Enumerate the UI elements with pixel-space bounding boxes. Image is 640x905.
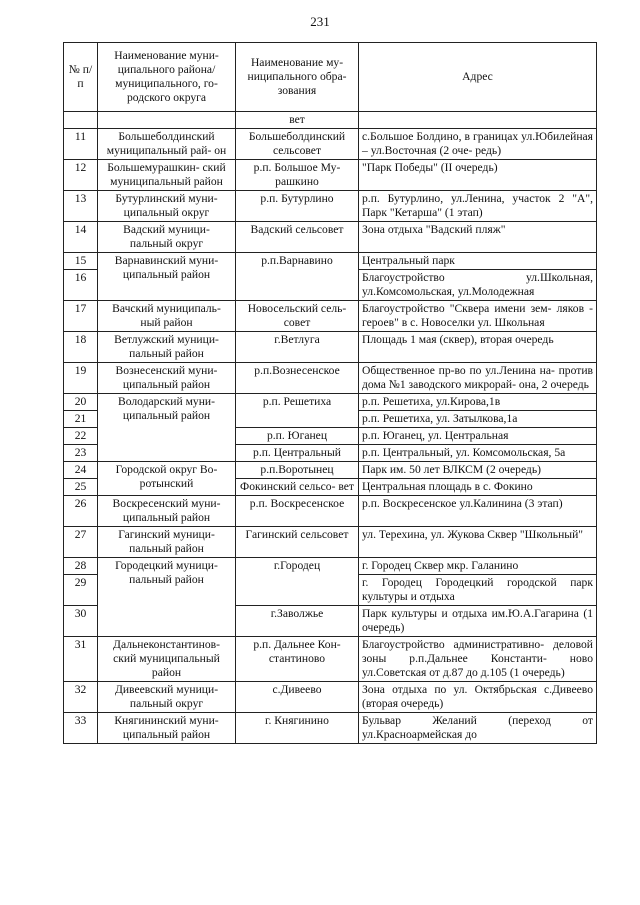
row-number: 20 bbox=[64, 394, 98, 411]
table-header-row bbox=[64, 43, 597, 112]
address: Площадь 1 мая (сквер), вторая очередь bbox=[359, 332, 597, 363]
row-number: 15 bbox=[64, 253, 98, 270]
row-number: 28 bbox=[64, 558, 98, 575]
address: Общественное пр-во по ул.Ленина на- против дома №1 заводского микрорай- она, 2 очередь bbox=[359, 363, 597, 394]
municipality-name: р.п. Юганец bbox=[236, 428, 359, 445]
row-number: 14 bbox=[64, 222, 98, 253]
municipality-name: Большеболдинский сельсовет bbox=[236, 129, 359, 160]
municipality-name: р.п. Бутурлино bbox=[236, 191, 359, 222]
header-district: Наименование муни- ципального района/ муниципального, го- родского округа bbox=[98, 43, 236, 112]
district-name: Ветлужский муници- пальный район bbox=[98, 332, 236, 363]
row-number: 24 bbox=[64, 462, 98, 479]
continuation-row bbox=[64, 112, 597, 129]
row-number: 32 bbox=[64, 682, 98, 713]
district-name: Вознесенский муни- ципальный район bbox=[98, 363, 236, 394]
address: г. Городец Городецкий городской парк культуры и отдыха bbox=[359, 575, 597, 606]
district-name: Варнавинский муни- ципальный район bbox=[98, 253, 236, 301]
row-number: 21 bbox=[64, 411, 98, 428]
district-name: Дивеевский муници- пальный округ bbox=[98, 682, 236, 713]
district-name: Городской округ Во- ротынский bbox=[98, 462, 236, 496]
address: Бульвар Желаний (переход от ул.Красноармейская до bbox=[359, 713, 597, 744]
district-name: Володарский муни- ципальный район bbox=[98, 394, 236, 462]
address: ул. Терехина, ул. Жукова Сквер "Школьный" bbox=[359, 527, 597, 558]
row-number: 16 bbox=[64, 270, 98, 301]
municipality-name: Фокинский сельсо- вет bbox=[236, 479, 359, 496]
municipality-name: р.п.Вознесенское bbox=[236, 363, 359, 394]
address: Центральная площадь в с. Фокино bbox=[359, 479, 597, 496]
district-name: Городецкий муници- пальный район bbox=[98, 558, 236, 637]
header-num: № п/п bbox=[64, 43, 98, 112]
address: Благоустройство административно- деловой зоны р.п.Дальнее Константи- ново ул.Советская от д.87 до д.105 (1 очередь) bbox=[359, 637, 597, 682]
address: Благоустройство "Сквера имени зем- ляков - героев" в с. Новоселки ул. Школьная bbox=[359, 301, 597, 332]
district-name: Большемурашкин- ский муниципальный район bbox=[98, 160, 236, 191]
address: с.Большое Болдино, в границах ул.Юбилейная – ул.Восточная (2 оче- редь) bbox=[359, 129, 597, 160]
table-row bbox=[64, 129, 597, 160]
address: г. Городец Сквер мкр. Галанино bbox=[359, 558, 597, 575]
row-number: 31 bbox=[64, 637, 98, 682]
row-number: 11 bbox=[64, 129, 98, 160]
table-row bbox=[64, 527, 597, 558]
municipality-name: г.Заволжье bbox=[236, 606, 359, 637]
table-row bbox=[64, 253, 597, 270]
table-row bbox=[64, 713, 597, 744]
row-number: 27 bbox=[64, 527, 98, 558]
municipal-table bbox=[63, 42, 597, 744]
address: Парк культуры и отдыха им.Ю.А.Гагарина (1 очередь) bbox=[359, 606, 597, 637]
row-number: 29 bbox=[64, 575, 98, 606]
table-row bbox=[64, 462, 597, 479]
district-name: Бутурлинский муни- ципальный округ bbox=[98, 191, 236, 222]
municipality-name: г.Городец bbox=[236, 558, 359, 606]
address: "Парк Победы" (II очередь) bbox=[359, 160, 597, 191]
page-number: 231 bbox=[310, 14, 330, 29]
district-name: Гагинский муници- пальный район bbox=[98, 527, 236, 558]
municipality-name: Гагинский сельсовет bbox=[236, 527, 359, 558]
table-row bbox=[64, 558, 597, 575]
table-row bbox=[64, 191, 597, 222]
district-name: Большеболдинский муниципальный рай- он bbox=[98, 129, 236, 160]
table-row bbox=[64, 496, 597, 527]
table-row bbox=[64, 637, 597, 682]
municipality-name: р.п. Большое Му- рашкино bbox=[236, 160, 359, 191]
municipality-name: с.Дивеево bbox=[236, 682, 359, 713]
address: р.п. Бутурлино, ул.Ленина, участок 2 "А", Парк "Кетарша" (1 этап) bbox=[359, 191, 597, 222]
row-number: 23 bbox=[64, 445, 98, 462]
municipality-name: р.п. Центральный bbox=[236, 445, 359, 462]
district-name: Дальнеконстантинов- ский муниципальный район bbox=[98, 637, 236, 682]
row-number: 18 bbox=[64, 332, 98, 363]
address: Парк им. 50 лет ВЛКСМ (2 очередь) bbox=[359, 462, 597, 479]
table-row bbox=[64, 301, 597, 332]
district-name: Княгининский муни- ципальный район bbox=[98, 713, 236, 744]
address: Благоустройство ул.Школьная, ул.Комсомольская, ул.Молодежная bbox=[359, 270, 597, 301]
table-row bbox=[64, 160, 597, 191]
address: р.п. Решетиха, ул. Затылкова,1а bbox=[359, 411, 597, 428]
table-row bbox=[64, 363, 597, 394]
municipality-name: р.п.Воротынец bbox=[236, 462, 359, 479]
row-number: 13 bbox=[64, 191, 98, 222]
header-address: Адрес bbox=[359, 43, 597, 112]
row-number: 12 bbox=[64, 160, 98, 191]
municipality-name: р.п.Варнавино bbox=[236, 253, 359, 301]
address: Центральный парк bbox=[359, 253, 597, 270]
municipality-name: г. Княгинино bbox=[236, 713, 359, 744]
row-number: 30 bbox=[64, 606, 98, 637]
address: р.п. Центральный, ул. Комсомольская, 5а bbox=[359, 445, 597, 462]
row-number: 19 bbox=[64, 363, 98, 394]
row-number: 22 bbox=[64, 428, 98, 445]
row-number: 33 bbox=[64, 713, 98, 744]
district-name: Вачский муниципаль- ный район bbox=[98, 301, 236, 332]
municipality-name: Новосельский сель- совет bbox=[236, 301, 359, 332]
municipality-name: Вадский сельсовет bbox=[236, 222, 359, 253]
district-name: Воскресенский муни- ципальный район bbox=[98, 496, 236, 527]
municipality-name: г.Ветлуга bbox=[236, 332, 359, 363]
continuation-text: вет bbox=[236, 112, 359, 129]
municipality-name: р.п. Решетиха bbox=[236, 394, 359, 428]
row-number: 17 bbox=[64, 301, 98, 332]
table-row bbox=[64, 332, 597, 363]
address: р.п. Юганец, ул. Центральная bbox=[359, 428, 597, 445]
address: р.п. Решетиха, ул.Кирова,1в bbox=[359, 394, 597, 411]
header-municipality: Наименование му- ниципального обра- зования bbox=[236, 43, 359, 112]
table-row bbox=[64, 222, 597, 253]
row-number: 25 bbox=[64, 479, 98, 496]
district-name: Вадский муници- пальный округ bbox=[98, 222, 236, 253]
address: р.п. Воскресенское ул.Калинина (3 этап) bbox=[359, 496, 597, 527]
address: Зона отдыха по ул. Октябрьская с.Дивеево (вторая очередь) bbox=[359, 682, 597, 713]
table-row bbox=[64, 682, 597, 713]
municipality-name: р.п. Дальнее Кон- стантиново bbox=[236, 637, 359, 682]
row-number: 26 bbox=[64, 496, 98, 527]
address: Зона отдыха "Вадский пляж" bbox=[359, 222, 597, 253]
table-row bbox=[64, 394, 597, 411]
municipality-name: р.п. Воскресенское bbox=[236, 496, 359, 527]
